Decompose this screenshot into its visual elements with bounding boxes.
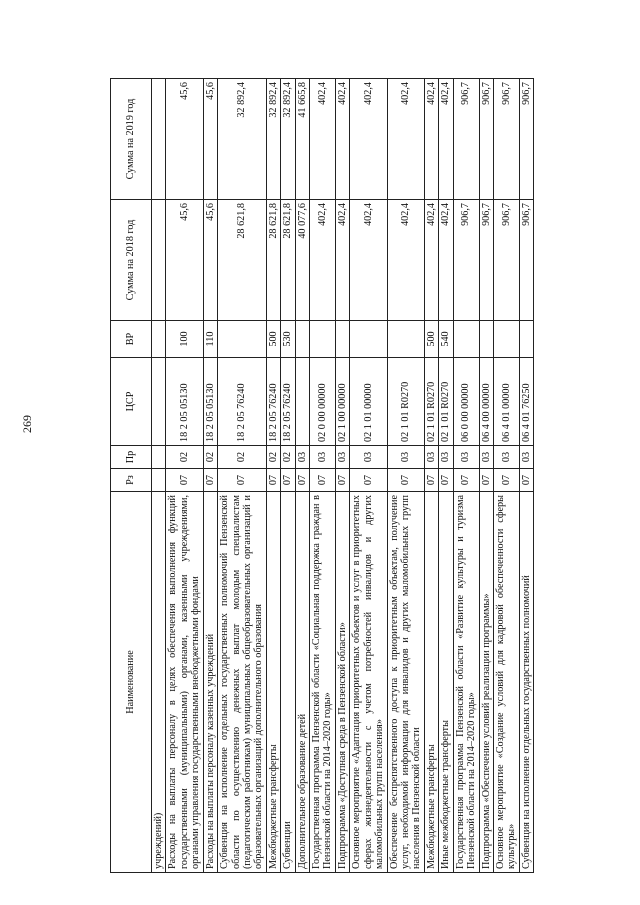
page-number: 269 [20, 415, 34, 433]
cell-rz: 07 [439, 469, 453, 492]
cell-name: Основное мероприятие «Адаптация приоритетных объектов и услуг в приоритетных сферах жизнедеятельности с учетом потребностей инвалидов и других маломобильных групп населения» [350, 492, 387, 873]
cell-name: Расходы на выплаты персоналу в целях обеспечения выполнения функций государственными (муниципальными) органами, казенными учреждениями, органами управления государственными внебюджетными фондами [166, 492, 203, 873]
cell-rz: 07 [350, 469, 387, 492]
cell-csr: 02 1 01 R0270 [439, 358, 453, 446]
cell-sum-2019: 402,4 [335, 79, 349, 200]
cell-sum-2019 [152, 79, 166, 200]
cell-rz: 07 [295, 469, 309, 492]
table-row [310, 79, 336, 873]
cell-sum-2018: 45,6 [166, 200, 203, 321]
header-pr: Пр [111, 446, 152, 469]
cell-sum-2019: 41 665,8 [295, 79, 309, 200]
cell-rz: 07 [479, 469, 493, 492]
table-row [493, 79, 519, 873]
cell-sum-2019: 32 892,4 [281, 79, 295, 200]
cell-sum-2018 [152, 200, 166, 321]
cell-rz: 07 [519, 469, 533, 492]
table-row [387, 79, 424, 873]
table-row [203, 79, 217, 873]
cell-csr: 06 4 01 76250 [519, 358, 533, 446]
table-row [218, 79, 267, 873]
table-row [424, 79, 438, 873]
cell-vr [335, 321, 349, 358]
cell-name: Государственная программа Пензенской области «Развитие культуры и туризма Пензенской области на 2014–2020 годы» [453, 492, 479, 873]
cell-sum-2018: 906,7 [453, 200, 479, 321]
cell-rz: 07 [493, 469, 519, 492]
cell-sum-2019: 45,6 [203, 79, 217, 200]
header-vr: ВР [111, 321, 152, 358]
cell-csr: 06 0 00 00000 [453, 358, 479, 446]
budget-table [110, 78, 534, 873]
cell-csr [152, 358, 166, 446]
budget-table-container [110, 79, 534, 873]
cell-vr [453, 321, 479, 358]
cell-rz: 07 [166, 469, 203, 492]
cell-pr: 02 [203, 446, 217, 469]
cell-vr [295, 321, 309, 358]
cell-sum-2018: 402,4 [439, 200, 453, 321]
cell-sum-2019: 45,6 [166, 79, 203, 200]
cell-name: Основное мероприятие «Создание условий для кадровой обеспеченности сферы культуры» [493, 492, 519, 873]
table-row [350, 79, 387, 873]
table-row [439, 79, 453, 873]
table-row [519, 79, 533, 873]
cell-vr: 500 [266, 321, 280, 358]
cell-pr: 03 [387, 446, 424, 469]
cell-vr [218, 321, 267, 358]
cell-name: Расходы на выплаты персоналу казенных учреждений [203, 492, 217, 873]
cell-name: Дополнительное образование детей [295, 492, 309, 873]
cell-vr: 540 [439, 321, 453, 358]
header-name: Наименование [111, 492, 152, 873]
cell-sum-2019: 906,7 [479, 79, 493, 200]
cell-name: Государственная программа Пензенской области «Социальная поддержка граждан в Пензенской области на 2014–2020 годы» [310, 492, 336, 873]
cell-sum-2019: 402,4 [350, 79, 387, 200]
cell-rz [152, 469, 166, 492]
cell-rz: 07 [266, 469, 280, 492]
cell-sum-2018: 28 621,8 [266, 200, 280, 321]
cell-pr [152, 446, 166, 469]
cell-vr [310, 321, 336, 358]
cell-csr: 02 0 00 00000 [310, 358, 336, 446]
header-csr: ЦСР [111, 358, 152, 446]
cell-csr: 06 4 00 00000 [479, 358, 493, 446]
cell-vr [350, 321, 387, 358]
table-body [152, 79, 534, 873]
cell-pr: 03 [310, 446, 336, 469]
cell-rz: 07 [424, 469, 438, 492]
cell-rz: 07 [387, 469, 424, 492]
cell-sum-2019: 402,4 [310, 79, 336, 200]
cell-vr [387, 321, 424, 358]
cell-vr [519, 321, 533, 358]
cell-rz: 07 [218, 469, 267, 492]
cell-pr: 03 [295, 446, 309, 469]
cell-name: Субвенции [281, 492, 295, 873]
cell-sum-2018: 402,4 [350, 200, 387, 321]
table-row [453, 79, 479, 873]
cell-vr: 110 [203, 321, 217, 358]
cell-name: Межбюджетные трансферты [424, 492, 438, 873]
cell-vr [152, 321, 166, 358]
cell-name: Межбюджетные трансферты [266, 492, 280, 873]
cell-sum-2019: 906,7 [453, 79, 479, 200]
cell-sum-2018: 906,7 [479, 200, 493, 321]
cell-sum-2018: 28 621,8 [281, 200, 295, 321]
cell-name: Субвенция на исполнение отдельных государственных полномочий Пензенской области по осуществлению денежных выплат молодым специалистам (педагогическим работникам) муниципальных общеобразовательных организаций и образовательных организаций дополнительного образования [218, 492, 267, 873]
table-row [152, 79, 166, 873]
cell-vr: 100 [166, 321, 203, 358]
cell-sum-2019: 402,4 [387, 79, 424, 200]
cell-sum-2018: 402,4 [310, 200, 336, 321]
header-rz: Рз [111, 469, 152, 492]
cell-pr: 02 [218, 446, 267, 469]
cell-name: Подпрограмма «Обеспечение условий реализации программы» [479, 492, 493, 873]
cell-pr: 02 [166, 446, 203, 469]
cell-csr: 18 2 05 05130 [166, 358, 203, 446]
cell-name: Обеспечение беспрепятственного доступа к приоритетным объектам, получение услуг, необходимой информации для инвалидов и других маломобильных групп населения в Пензенской области [387, 492, 424, 873]
cell-sum-2018: 402,4 [387, 200, 424, 321]
cell-pr: 03 [519, 446, 533, 469]
cell-rz: 07 [453, 469, 479, 492]
cell-sum-2019: 906,7 [493, 79, 519, 200]
cell-pr: 02 [281, 446, 295, 469]
cell-rz: 07 [310, 469, 336, 492]
cell-csr: 02 1 01 R0270 [424, 358, 438, 446]
cell-sum-2018: 45,6 [203, 200, 217, 321]
header-sum-2018: Сумма на 2018 год [111, 200, 152, 321]
table-header-row [111, 79, 152, 873]
cell-sum-2019: 402,4 [424, 79, 438, 200]
header-sum-2019: Сумма на 2019 год [111, 79, 152, 200]
table-row [166, 79, 203, 873]
cell-pr: 02 [266, 446, 280, 469]
cell-csr: 02 1 01 R0270 [387, 358, 424, 446]
table-row [295, 79, 309, 873]
table-row [281, 79, 295, 873]
cell-name: Иные межбюджетные трансферты [439, 492, 453, 873]
cell-pr: 03 [493, 446, 519, 469]
cell-sum-2018: 402,4 [335, 200, 349, 321]
cell-pr: 03 [479, 446, 493, 469]
cell-csr: 02 1 01 00000 [350, 358, 387, 446]
cell-sum-2018: 906,7 [493, 200, 519, 321]
cell-rz: 07 [281, 469, 295, 492]
cell-sum-2018: 906,7 [519, 200, 533, 321]
cell-csr: 18 2 05 76240 [266, 358, 280, 446]
cell-name: Подпрограмма «Доступная среда в Пензенской области» [335, 492, 349, 873]
cell-rz: 07 [335, 469, 349, 492]
cell-vr [493, 321, 519, 358]
cell-csr: 06 4 01 00000 [493, 358, 519, 446]
table-row [266, 79, 280, 873]
cell-sum-2018: 402,4 [424, 200, 438, 321]
cell-name: учреждений) [152, 492, 166, 873]
cell-sum-2019: 402,4 [439, 79, 453, 200]
cell-vr: 500 [424, 321, 438, 358]
cell-sum-2019: 32 892,4 [266, 79, 280, 200]
cell-sum-2018: 40 077,6 [295, 200, 309, 321]
cell-vr [479, 321, 493, 358]
cell-name: Субвенция на исполнение отдельных государственных полномочий [519, 492, 533, 873]
cell-rz: 07 [203, 469, 217, 492]
cell-csr: 18 2 05 76240 [218, 358, 267, 446]
cell-sum-2019: 32 892,4 [218, 79, 267, 200]
cell-pr: 03 [439, 446, 453, 469]
cell-csr: 18 2 05 76240 [281, 358, 295, 446]
cell-pr: 03 [335, 446, 349, 469]
cell-sum-2019: 906,7 [519, 79, 533, 200]
cell-vr: 530 [281, 321, 295, 358]
table-row [335, 79, 349, 873]
cell-pr: 03 [424, 446, 438, 469]
cell-csr: 02 1 00 00000 [335, 358, 349, 446]
cell-sum-2018: 28 621,8 [218, 200, 267, 321]
cell-csr: 18 2 05 05130 [203, 358, 217, 446]
table-row [479, 79, 493, 873]
cell-pr: 03 [350, 446, 387, 469]
cell-csr [295, 358, 309, 446]
cell-pr: 03 [453, 446, 479, 469]
